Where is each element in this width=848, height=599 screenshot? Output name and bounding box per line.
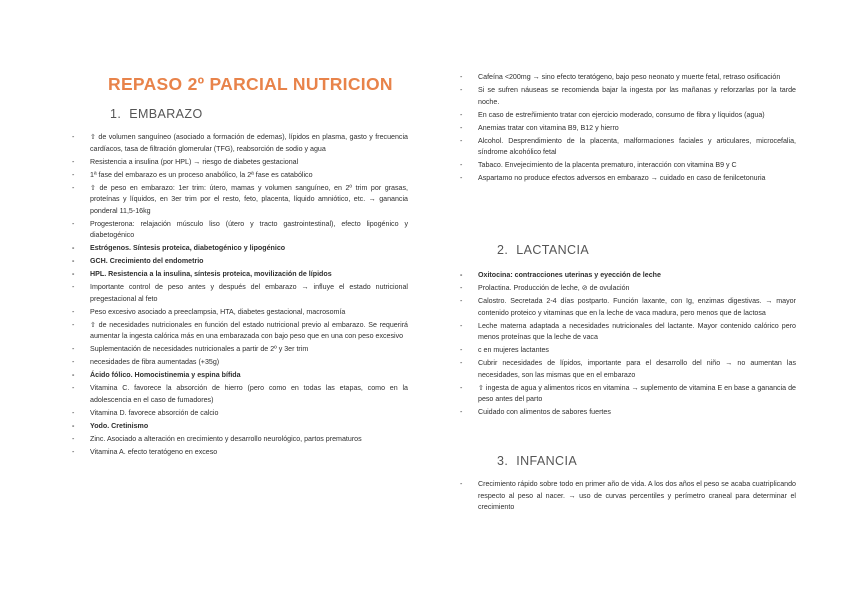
- list-item: - En caso de estreñimiento tratar con ejercicio moderado, consumo de fibra y líquidos (agua): [460, 110, 796, 122]
- list-item: - HPL. Resistencia a la insulina, síntesis proteica, movilización de lípidos: [72, 269, 408, 281]
- section-number: 3.: [497, 454, 509, 468]
- section-title: LACTANCIA: [516, 243, 590, 257]
- list-item: - Importante control de peso antes y después del embarazo → influye el estado nutricional pregestacional al feto: [72, 282, 408, 305]
- list-item: - Vitamina D. favorece absorción de calcio: [72, 408, 408, 420]
- list-item: - Yodo. Cretinismo: [72, 421, 408, 433]
- section-title: EMBARAZO: [129, 107, 203, 121]
- infancia-list: [460, 479, 796, 515]
- list-item: - Cafeína <200mg → sino efecto teratógeno, bajo peso neonato y muerte fetal, retraso osificación: [460, 72, 796, 84]
- list-item: - ⇧ de peso en embarazo: 1er trim: útero, mamas y volumen sanguíneo, en 2º trim por grasas, proteínas y líquidos, en 3er trim por el resto, feto, placenta, líquido amniótico, etc. → ganancia ponderal 11,5-16kg: [72, 183, 408, 218]
- lactancia-list: [460, 270, 796, 420]
- list-item: - ⇧ ingesta de agua y alimentos ricos en vitamina → suplemento de vitamina E en base a ganancia de peso antes del parto: [460, 383, 796, 406]
- list-item: - Tabaco. Envejecimiento de la placenta prematuro, interacción con vitamina B9 y C: [460, 160, 796, 172]
- list-item: - Vitamina A. efecto teratógeno en exceso: [72, 447, 408, 459]
- list-item: - Ácido fólico. Homocistinemia y espina bífida: [72, 370, 408, 382]
- list-item: - Crecimiento rápido sobre todo en primer año de vida. A los dos años el peso se acaba cuatriplicando respecto al peso al nacer. → uso de curvas percentiles y perímetro craneal para determinar el crecimiento: [460, 479, 796, 514]
- list-item: - ⇧ de necesidades nutricionales en función del estado nutricional previo al embarazo. Se requerirá aumentar la ingesta calórica más en una embarazada con bajo peso que en una con peso excesivo: [72, 320, 408, 343]
- list-item: - Peso excesivo asociado a preeclampsia, HTA, diabetes gestacional, macrosomía: [72, 307, 408, 319]
- list-item: - Leche materna adaptada a necesidades nutricionales del lactante. Mayor contenido calórico pero menos proteínas que la leche de vaca: [460, 321, 796, 344]
- section-title: INFANCIA: [516, 454, 578, 468]
- list-item: - Calostro. Secretada 2-4 días postparto. Función laxante, con Ig, enzimas digestivas. → mayor contenido proteico y vitaminas que en la leche de vaca madura, pero menos que de lactosa: [460, 296, 796, 319]
- list-item: - Estrógenos. Síntesis proteica, diabetogénico y lipogénico: [72, 243, 408, 255]
- list-item: - Zinc. Asociado a alteración en crecimiento y desarrollo neurológico, partos prematuros: [72, 434, 408, 446]
- section-number: 2.: [497, 243, 509, 257]
- section-heading-embarazo: [110, 107, 203, 121]
- list-item: - 1ª fase del embarazo es un proceso anabólico, la 2ª fase es catabólico: [72, 170, 408, 182]
- list-item: - Alcohol. Desprendimiento de la placenta, malformaciones faciales y articulares, microcefalia, síndrome alcohólico fetal: [460, 136, 796, 159]
- list-item: - ⇧ de volumen sanguíneo (asociado a formación de edemas), lípidos en plasma, gasto y frecuencia cardíacos, tasa de filtración glomerular (TFG), reabsorción de sodio y agua: [72, 132, 408, 155]
- section-number: 1.: [110, 107, 122, 121]
- list-item: - Progesterona: relajación músculo liso (útero y tracto gastrointestinal), efecto lipogénico y diabetogénico: [72, 219, 408, 242]
- section-heading-lactancia: [497, 243, 589, 257]
- list-item: - necesidades de fibra aumentadas (+35g): [72, 357, 408, 369]
- list-item: - c en mujeres lactantes: [460, 345, 796, 357]
- list-item: - Resistencia a insulina (por HPL) → riesgo de diabetes gestacional: [72, 157, 408, 169]
- list-item: - Cubrir necesidades de lípidos, importante para el desarrollo del niño → no aumentan las necesidades, son las mismas que en el embarazo: [460, 358, 796, 381]
- list-item: - Oxitocina: contracciones uterinas y eyección de leche: [460, 270, 796, 282]
- list-item: - GCH. Crecimiento del endometrio: [72, 256, 408, 268]
- page-title: REPASO 2º PARCIAL NUTRICION: [108, 74, 393, 94]
- list-item: - Anemias tratar con vitamina B9, B12 y hierro: [460, 123, 796, 135]
- list-item: - Vitamina C. favorece la absorción de hierro (pero como en todas las etapas, como en la adolescencia en el caso de fumadores): [72, 383, 408, 406]
- embarazo-continued-list: [460, 72, 796, 186]
- list-item: - Si se sufren náuseas se recomienda bajar la ingesta por las mañanas y reforzarlas por la tarde noche.: [460, 85, 796, 108]
- list-item: - Aspartamo no produce efectos adversos en embarazo → cuidado en caso de fenilcetonuria: [460, 173, 796, 185]
- list-item: - Prolactina. Producción de leche, ⊘ de ovulación: [460, 283, 796, 295]
- list-item: - Cuidado con alimentos de sabores fuertes: [460, 407, 796, 419]
- list-item: - Suplementación de necesidades nutricionales a partir de 2º y 3er trim: [72, 344, 408, 356]
- embarazo-list: [72, 132, 408, 460]
- section-heading-infancia: [497, 454, 577, 468]
